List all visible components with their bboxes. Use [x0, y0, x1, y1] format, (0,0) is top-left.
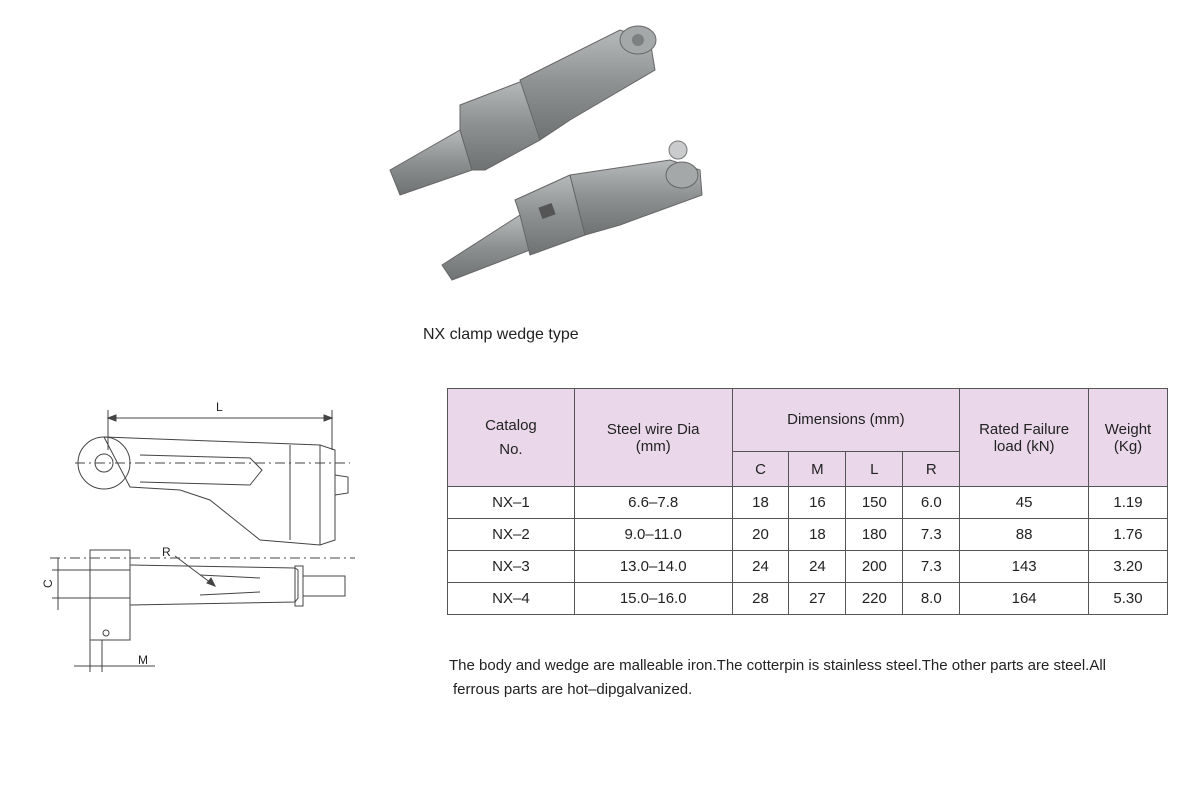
cell-m: 16 — [789, 487, 846, 519]
dim-label-l: L — [216, 400, 223, 414]
cell-l: 150 — [846, 487, 903, 519]
header-catalog: Catalog No. — [448, 389, 575, 487]
cell-steel-wire: 9.0–11.0 — [574, 519, 732, 551]
product-photo — [380, 10, 730, 300]
spec-table — [447, 388, 1168, 615]
cell-catalog: NX–4 — [448, 583, 575, 615]
technical-drawing — [30, 390, 390, 680]
cell-c: 20 — [732, 519, 789, 551]
cell-r: 7.3 — [903, 551, 960, 583]
cell-m: 24 — [789, 551, 846, 583]
cell-steel-wire: 6.6–7.8 — [574, 487, 732, 519]
cell-failure-load: 45 — [960, 487, 1089, 519]
cell-steel-wire: 13.0–14.0 — [574, 551, 732, 583]
header-dim-c: C — [732, 452, 789, 487]
cell-r: 6.0 — [903, 487, 960, 519]
cell-weight: 5.30 — [1089, 583, 1168, 615]
header-dim-r: R — [903, 452, 960, 487]
table-row — [448, 519, 1168, 551]
cell-catalog: NX–3 — [448, 551, 575, 583]
cell-m: 18 — [789, 519, 846, 551]
cell-m: 27 — [789, 583, 846, 615]
dim-label-m: M — [138, 653, 148, 667]
table-row — [448, 551, 1168, 583]
cell-c: 18 — [732, 487, 789, 519]
cell-weight: 1.76 — [1089, 519, 1168, 551]
header-dim-m: M — [789, 452, 846, 487]
cell-l: 220 — [846, 583, 903, 615]
note-line-2: ferrous parts are hot–dipgalvanized. — [453, 681, 693, 698]
cell-c: 28 — [732, 583, 789, 615]
material-note — [449, 654, 1189, 702]
header-dim-l: L — [846, 452, 903, 487]
dim-label-r: R — [162, 545, 171, 559]
header-weight: Weight (Kg) — [1089, 389, 1168, 487]
table-row — [448, 583, 1168, 615]
cell-catalog: NX–2 — [448, 519, 575, 551]
cell-l: 180 — [846, 519, 903, 551]
table-row — [448, 487, 1168, 519]
cell-r: 8.0 — [903, 583, 960, 615]
note-line-1: The body and wedge are malleable iron.The cotterpin is stainless steel.The other parts are steel.All — [449, 657, 1107, 674]
cell-r: 7.3 — [903, 519, 960, 551]
cell-weight: 1.19 — [1089, 487, 1168, 519]
header-dimensions: Dimensions (mm) — [732, 389, 960, 452]
product-caption: NX clamp wedge type — [423, 326, 579, 343]
cell-catalog: NX–1 — [448, 487, 575, 519]
cell-failure-load: 88 — [960, 519, 1089, 551]
cell-failure-load: 164 — [960, 583, 1089, 615]
cell-steel-wire: 15.0–16.0 — [574, 583, 732, 615]
header-steel-wire: Steel wire Dia (mm) — [574, 389, 732, 487]
cell-l: 200 — [846, 551, 903, 583]
cell-c: 24 — [732, 551, 789, 583]
dim-label-c: C — [41, 579, 55, 588]
cell-failure-load: 143 — [960, 551, 1089, 583]
header-failure-load: Rated Failure load (kN) — [960, 389, 1089, 487]
cell-weight: 3.20 — [1089, 551, 1168, 583]
